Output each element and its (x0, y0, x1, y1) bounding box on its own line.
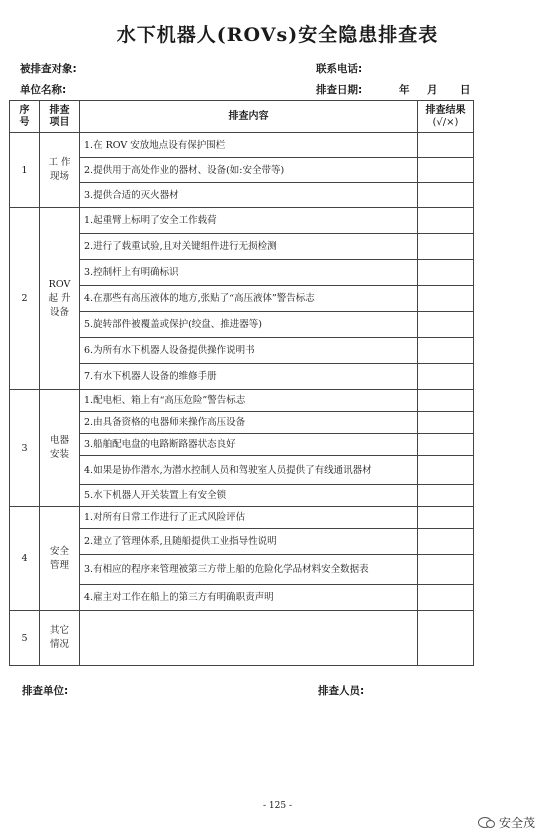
check-item: 2.建立了管理体系,且随船提供工业指导性说明 (80, 529, 418, 555)
result-cell[interactable] (418, 286, 474, 312)
check-item: 5.水下机器人开关装置上有安全锁 (80, 485, 418, 507)
check-item: 6.为所有水下机器人设备提供操作说明书 (80, 338, 418, 364)
inspection-date-label: 排查日期: (316, 84, 363, 96)
section-category: ROV 起 升 设备 (40, 208, 80, 390)
result-cell[interactable] (418, 208, 474, 234)
result-cell[interactable] (418, 312, 474, 338)
table-row (10, 456, 474, 485)
header-seq: 序 号 (10, 101, 40, 133)
page-title: 水下机器人(ROVs)安全隐患排查表 (116, 24, 439, 46)
section-number: 2 (10, 208, 40, 390)
table-row (10, 611, 474, 666)
section-category: 电器 安装 (40, 390, 80, 507)
check-item: 3.船舶配电盘的电路断路器状态良好 (80, 434, 418, 456)
result-cell[interactable] (418, 338, 474, 364)
section-number: 5 (10, 611, 40, 666)
table-row (10, 338, 474, 364)
watermark-text: 安全茂 (499, 816, 536, 830)
contact-phone-label: 联系电话: (316, 63, 363, 75)
table-row (10, 158, 474, 183)
check-item: 2.进行了载重试验,且对关键组件进行无损检测 (80, 234, 418, 260)
table-row (10, 585, 474, 611)
inspected-target-label: 被排查对象: (20, 63, 77, 75)
table-row (10, 364, 474, 390)
check-item: 1.配电柜、箱上有“高压危险”警告标志 (80, 390, 418, 412)
result-cell[interactable] (418, 364, 474, 390)
table-header-row (10, 101, 474, 133)
result-cell[interactable] (418, 507, 474, 529)
result-cell[interactable] (418, 611, 474, 666)
table-row (10, 485, 474, 507)
table-row (10, 412, 474, 434)
section-category: 其它 情况 (40, 611, 80, 666)
result-cell[interactable] (418, 158, 474, 183)
section-number: 4 (10, 507, 40, 611)
table-row (10, 507, 474, 529)
wechat-bubble-icon (478, 817, 492, 828)
table-row (10, 555, 474, 585)
check-item: 2.提供用于高处作业的器材、设备(如:安全带等) (80, 158, 418, 183)
inspect-unit-label: 排查单位: (22, 685, 69, 697)
table-row (10, 260, 474, 286)
check-item: 4.如果是协作潜水,为潜水控制人员和驾驶室人员提供了有线通讯器材 (80, 456, 418, 485)
check-item: 7.有水下机器人设备的维修手册 (80, 364, 418, 390)
watermark (478, 814, 535, 831)
check-item: 1.在 ROV 安放地点设有保护围栏 (80, 133, 418, 158)
result-cell[interactable] (418, 434, 474, 456)
table-row (10, 286, 474, 312)
result-cell[interactable] (418, 390, 474, 412)
header-content: 排查内容 (80, 101, 418, 133)
unit-name-label: 单位名称: (20, 84, 67, 96)
day-label: 日 (460, 84, 471, 96)
header-result: 排查结果 (√/×) (418, 101, 474, 133)
result-cell[interactable] (418, 529, 474, 555)
result-cell[interactable] (418, 183, 474, 208)
month-label: 月 (427, 84, 438, 96)
result-cell[interactable] (418, 234, 474, 260)
result-cell[interactable] (418, 133, 474, 158)
table-row (10, 234, 474, 260)
result-cell[interactable] (418, 260, 474, 286)
check-item: 4.在那些有高压液体的地方,张贴了“高压液体”警告标志 (80, 286, 418, 312)
result-cell[interactable] (418, 555, 474, 585)
result-cell[interactable] (418, 485, 474, 507)
check-item: 2.由具备资格的电器师来操作高压设备 (80, 412, 418, 434)
section-number: 1 (10, 133, 40, 208)
table-row (10, 133, 474, 158)
table-row (10, 183, 474, 208)
check-item[interactable] (80, 611, 418, 666)
check-item: 1.起重臂上标明了安全工作载荷 (80, 208, 418, 234)
check-item: 1.对所有日常工作进行了正式风险评估 (80, 507, 418, 529)
check-item: 3.控制杆上有明确标识 (80, 260, 418, 286)
table-row (10, 434, 474, 456)
header-item: 排查 项目 (40, 101, 80, 133)
page-number: - 125 - (263, 801, 292, 811)
year-label: 年 (399, 84, 410, 96)
table-row (10, 208, 474, 234)
table-row (10, 529, 474, 555)
check-item: 3.有相应的程序来管理被第三方带上船的危险化学品材料安全数据表 (80, 555, 418, 585)
inspector-label: 排查人员: (318, 685, 365, 697)
result-cell[interactable] (418, 412, 474, 434)
check-item: 5.旋转部件被覆盖或保护(绞盘、推进器等) (80, 312, 418, 338)
result-cell[interactable] (418, 585, 474, 611)
table-row (10, 390, 474, 412)
table-row (10, 312, 474, 338)
section-category: 安全 管理 (40, 507, 80, 611)
result-cell[interactable] (418, 456, 474, 485)
check-item: 4.雇主对工作在船上的第三方有明确职责声明 (80, 585, 418, 611)
inspection-table (9, 100, 474, 666)
section-number: 3 (10, 390, 40, 507)
check-item: 3.提供合适的灭火器材 (80, 183, 418, 208)
section-category: 工 作 现场 (40, 133, 80, 208)
